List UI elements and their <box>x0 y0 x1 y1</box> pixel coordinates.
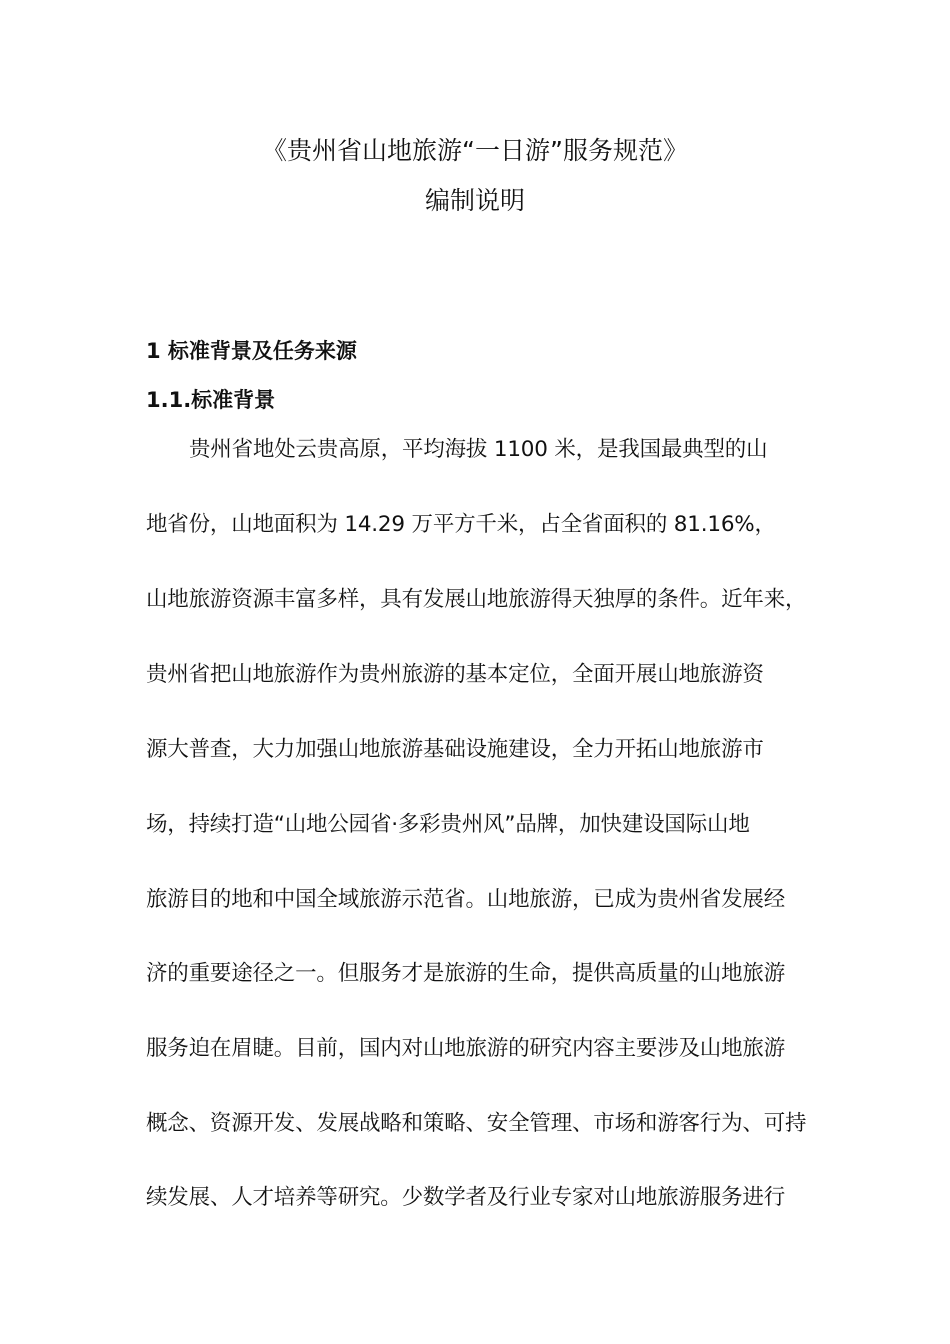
paragraph-line: 地省份，山地面积为 14.29 万平方千米，占全省面积的 81.16%， <box>146 512 776 537</box>
document-subtitle: 编制说明 <box>424 186 525 215</box>
paragraph-line: 贵州省把山地旅游作为贵州旅游的基本定位，全面开展山地旅游资 <box>146 662 764 687</box>
subsection-heading: 1.1.标准背景 <box>146 388 276 412</box>
paragraph-line: 源大普查，大力加强山地旅游基础设施建设，全力开拓山地旅游市 <box>146 737 764 762</box>
paragraph-line: 济的重要途径之一。但服务才是旅游的生命，提供高质量的山地旅游 <box>146 961 786 986</box>
paragraph-line: 山地旅游资源丰富多样，具有发展山地旅游得天独厚的条件。近年来， <box>146 587 807 612</box>
paragraph-line: 服务迫在眉睫。目前，国内对山地旅游的研究内容主要涉及山地旅游 <box>146 1036 786 1061</box>
paragraph-line: 续发展、人才培养等研究。少数学者及行业专家对山地旅游服务进行 <box>146 1185 786 1210</box>
paragraph-line: 旅游目的地和中国全域旅游示范省。山地旅游，已成为贵州省发展经 <box>146 887 786 912</box>
paragraph-line: 概念、资源开发、发展战略和策略、安全管理、市场和游客行为、可持 <box>146 1111 807 1136</box>
section-heading: 1 标准背景及任务来源 <box>146 339 357 363</box>
paragraph-line: 贵州省地处云贵高原，平均海拔 1100 米，是我国最典型的山 <box>189 437 768 462</box>
paragraph-line: 场，持续打造“山地公园省·多彩贵州风”品牌，加快建设国际山地 <box>146 812 750 837</box>
document-title: 《贵州省山地旅游“一日游”服务规范》 <box>262 136 688 165</box>
